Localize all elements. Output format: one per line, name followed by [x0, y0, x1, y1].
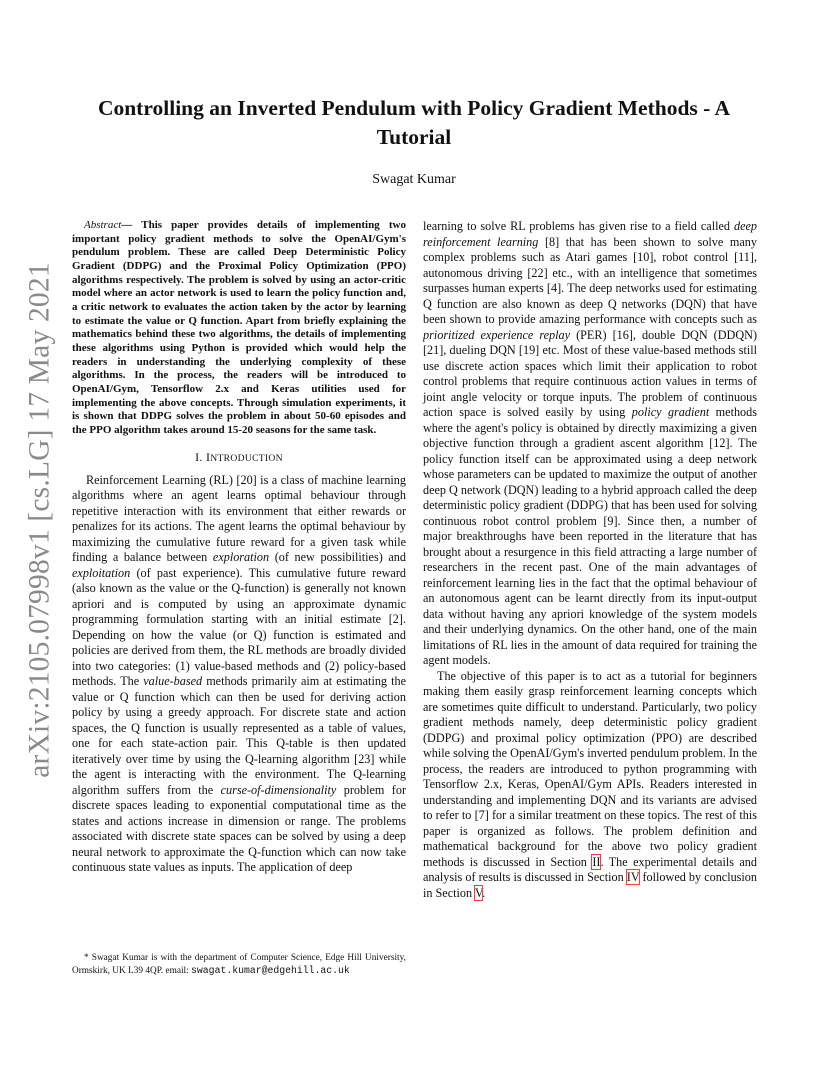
- section-title-initial: I: [206, 449, 211, 464]
- left-column: [72, 219, 406, 876]
- intro-paragraph-1-left: [72, 473, 406, 876]
- arxiv-side-stamp: [20, 262, 60, 778]
- intro-emphasis: policy gradient: [631, 405, 710, 419]
- intro-emphasis: deep reinforcement learning: [423, 219, 757, 249]
- paper-title: Controlling an Inverted Pendulum with Policy Gradient Methods - A Tutorial: [97, 96, 731, 149]
- section-ref-link[interactable]: II: [592, 854, 601, 869]
- intro-emphasis: curse-of-dimensionality: [220, 782, 337, 797]
- intro-text: problem for discrete spaces leading to exponential computational time as the states and actions increase in dimension or range. The problems associated with discrete state spaces can be solved by using a deep neural network to approximate the Q-function which can now take continuous state values as inputs. The application of deep: [72, 782, 406, 874]
- intro-paragraph-1-right: [423, 219, 757, 669]
- intro-emphasis: exploitation: [72, 565, 131, 580]
- intro-paragraph-2: [423, 669, 757, 902]
- intro-text: methods primarily aim at estimating the value or Q function which can then be used for deriving action policy by using a greedy approach. For discrete state and action spaces, the Q function is usually represented as a table of values, one for each state-action pair. This Q-table is then updated iteratively over time by using the Q-learning algorithm [23] while the agent is interacting with the environment. The Q-learning algorithm suffers from the: [72, 674, 406, 797]
- intro-text: .: [482, 885, 486, 900]
- intro-text: [8] that has been shown to solve many complex problems such as Atari games [10], robot control [11], autonomous driving [22] etc., with an intelligence that sometimes surpasses human experts [4]. The deep networks used for estimating Q function are also known as deep Q networks (DQN) that have been shown to provide amazing performance with concepts such as: [423, 234, 757, 326]
- intro-text: (of new possibilities) and: [269, 550, 406, 564]
- right-column: [423, 219, 757, 901]
- section-ref-link[interactable]: IV: [626, 870, 640, 884]
- section-title-rest: NTRODUCTION: [210, 452, 283, 464]
- intro-text: Reinforcement Learning (RL) [20] is a class of machine learning algorithms where an agent learns optimal behaviour through repetitive interaction with its environment that either rewards or penalizes for its actions. The agent learns the optimal behaviour by maximizing the cumulative future reward for a given task while finding a balance between: [72, 472, 406, 564]
- author-name: Swagat Kumar: [372, 172, 456, 187]
- intro-text: learning to solve RL problems has given rise to a field called: [423, 219, 734, 233]
- author-footnote: [72, 953, 406, 977]
- footnote-marker: *: [84, 953, 89, 963]
- intro-text: (PER) [16], double DQN (DDQN) [21], dueling DQN [19] etc. Most of these value-based methods still use discrete action spaces which limit their application to robot control problems that require continuous action values in terms of joint angle velocity or torque inputs. The problem of continuous action space is solved easily by using: [423, 327, 758, 419]
- abstract-text: — This paper provides details of implementing two important policy gradient methods to solve the OpenAI/Gym's pendulum problem. These are called Deep Deterministic Policy Gradient (DDPG) and the Proximal Policy Optimization (PPO) algorithms respectively. The problem is solved by using an actor-critic model where an actor network is used to learn the policy function and, a critic network to evaluates the action taken by the actor by learning to estimate the value or Q function. Apart from briefly explaining the mathematics behind these two algorithms, the details of implementing these algorithms using Python is provided which would help the readers in understanding the underlying complexity of these algorithms. In the process, the readers will be introduced to OpenAI/Gym, Tensorflow 2.x and Keras utilities used for implementing the above concepts. Through simulation experiments, it is shown that DDPG solves the problem in about 50-60 episodes and the PPO algorithm takes around 15-20 seasons for the same task.: [72, 219, 406, 436]
- intro-emphasis: exploration: [212, 550, 270, 564]
- intro-emphasis: prioritized experience replay: [423, 327, 571, 342]
- arxiv-identifier: arXiv:2105.07998v1 [cs.LG] 17 May 2021: [23, 262, 56, 778]
- intro-emphasis: value-based: [143, 674, 203, 688]
- author-email: swagat.kumar@edgehill.ac.uk: [191, 964, 350, 976]
- section-number: I.: [195, 449, 206, 464]
- intro-text: (of past experience). This cumulative future reward (also known as the value or the Q-function) is generally not known apriori and is computed by using an approximate dynamic programming formulation starting with an initial estimate [2]. Depending on how the value (or Q) function is estimated and policies are derived from them, the RL methods are broadly divided into two categories: (1) value-based methods and (2) policy-based methods. The: [72, 565, 406, 688]
- abstract: [72, 219, 406, 438]
- intro-text: . The experimental details and analysis of results is discussed in Section: [423, 854, 757, 884]
- section-heading-introduction: [72, 450, 406, 465]
- section-ref-link[interactable]: V: [474, 885, 483, 900]
- abstract-label: Abstract: [84, 219, 122, 231]
- footnote-text: Swagat Kumar is with the department of Computer Science, Edge Hill University, Ormskirk, UK L39 4QP. email:: [72, 953, 406, 976]
- intro-text: followed by conclusion in Section: [423, 870, 757, 900]
- intro-text: methods where the agent's policy is obtained by directly maximizing a given objective function through a gradient ascent algorithm [12]. The policy function itself can be approximated using a deep network whose parameters can be updated to maximize the output of another deep Q network (DQN) leading to a hybrid approach called the deep deterministic policy gradient (DDPG) that has been used for solving continuous robot control problem [9]. Since then, a number of major breakthroughs have been reported in the literature that has brought about a resurgence in this field attracting a large number of researchers in the recent past. One of the main advantages of reinforcement learning lies in the fact that the optimal behaviour of an autonomous agent can be learnt directly from its input-output data without having any apriori knowledge of the system models and their underlying dynamics. On the other hand, one of the main limitations of RL lies in the amount of data required for training the agent models.: [423, 405, 758, 667]
- intro-text: The objective of this paper is to act as a tutorial for beginners making them easily grasp reinforcement learning concepts which are sometimes quite difficult to understand. Particularly, two policy gradient methods namely, deep deterministic policy gradient (DDPG) and proximal policy optimization (PPO) are described while solving the OpenAI/Gym's inverted pendulum problem. In the process, the readers are introduced to python programming with Tensorflow 2.x, Keras, OpenAI/Gym APIs. Readers interested in understanding and implementing DQN and its variants are advised to refer to [7] for a similar treatment on these topics. The rest of this paper is organized as follows. The problem definition and mathematical background for the above two policy gradient methods is discussed in Section: [423, 668, 757, 869]
